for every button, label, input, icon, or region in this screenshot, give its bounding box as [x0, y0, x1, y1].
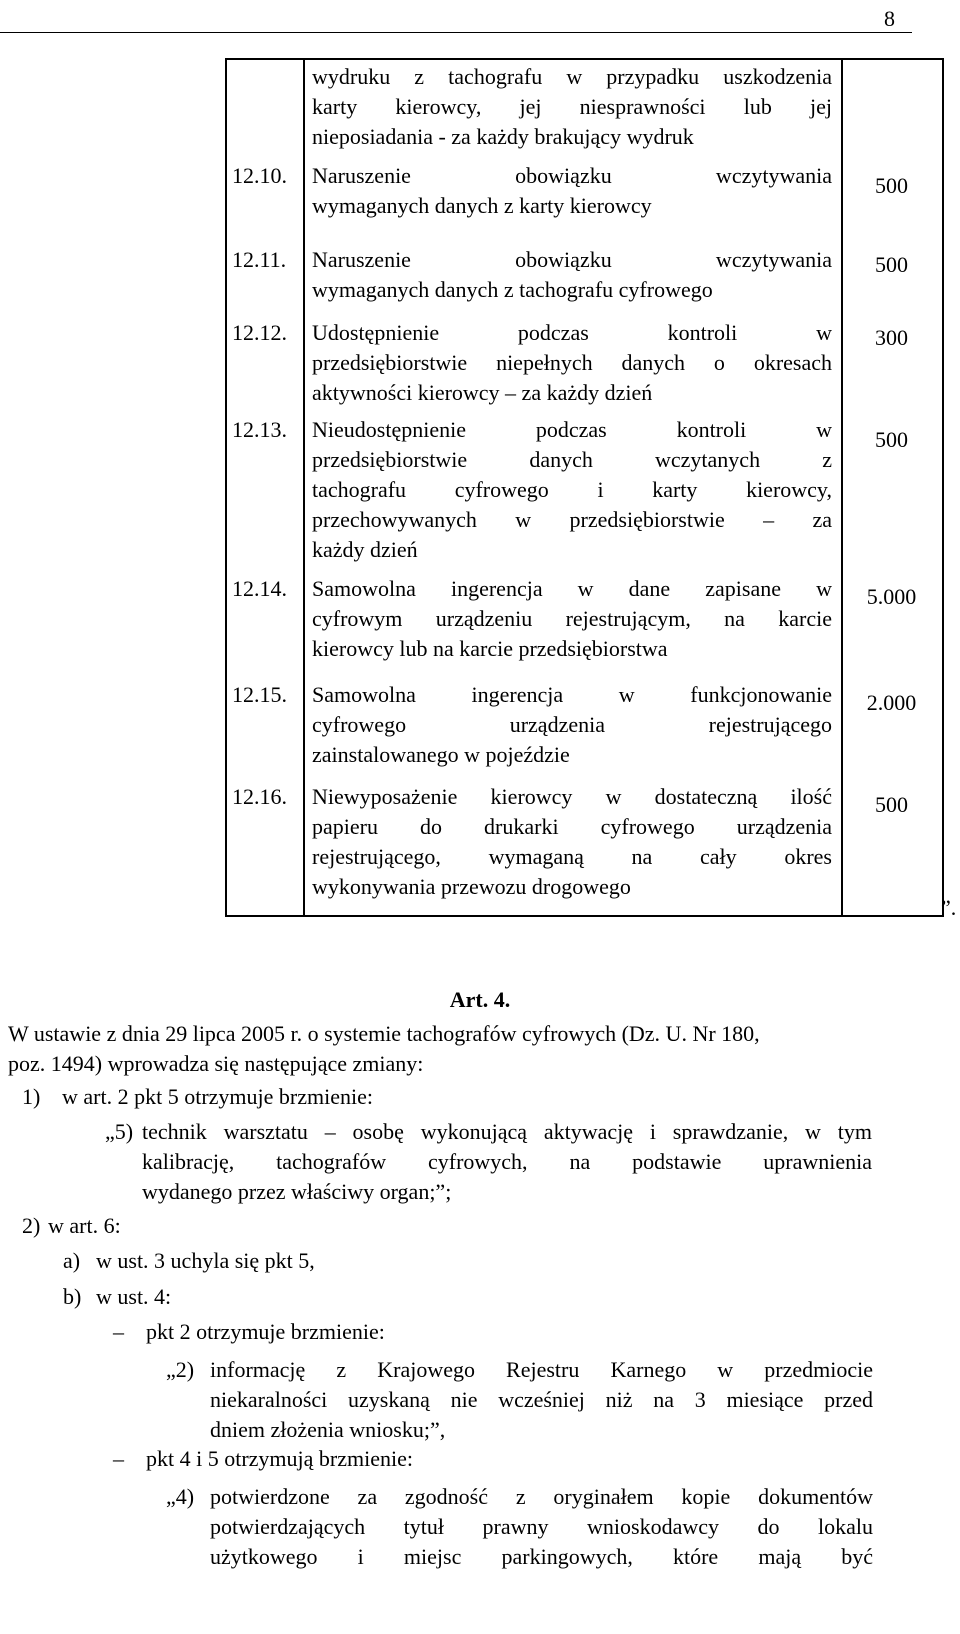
description-line: wykonywania przewozu drogowego	[312, 874, 631, 899]
quoted-line: użytkowego i miejsc parkingowych, które mają być	[210, 1544, 873, 1569]
quoted-line: potwierdzone za zgodność z oryginałem kopie dokumentów	[210, 1484, 873, 1509]
row-description	[312, 415, 832, 565]
row-amount: 500	[875, 792, 908, 817]
article-intro	[8, 1019, 908, 1079]
intro-line: poz. 1494) wprowadza się następujące zmiany:	[8, 1051, 424, 1076]
list-item-1	[22, 1082, 373, 1112]
description-line: kierowcy lub na karcie przedsiębiorstwa	[312, 636, 668, 661]
list-item-2a	[63, 1246, 315, 1276]
row-amount: 500	[875, 252, 908, 277]
row-description	[312, 161, 832, 221]
dash-text: pkt 4 i 5 otrzymują brzmienie:	[146, 1446, 413, 1471]
list-text: w art. 2 pkt 5 otrzymuje brzmienie:	[62, 1084, 373, 1109]
description-line: cyfrowym urządzeniu rejestrującym, na karcie	[312, 606, 832, 631]
description-line: rejestrującego, wymaganą na cały okres	[312, 844, 832, 869]
description-line: aktywności kierowcy – za każdy dzień	[312, 380, 653, 405]
dash-label: –	[113, 1446, 124, 1471]
quoted-point-2	[166, 1355, 873, 1445]
quoted-label: „4)	[166, 1484, 195, 1509]
list-text: w ust. 4:	[96, 1284, 172, 1309]
description-line: wymaganych danych z tachografu cyfrowego	[312, 277, 713, 302]
row-amount: 300	[875, 325, 908, 350]
page-number: 8	[884, 6, 895, 31]
row-description	[312, 782, 832, 902]
row-description	[312, 245, 832, 305]
description-line: cyfrowego urządzenia rejestrującego	[312, 712, 832, 737]
row-number: 12.10.	[232, 163, 287, 188]
row-number: 12.12.	[232, 320, 287, 345]
header-rule	[0, 32, 912, 33]
description-line: Udostępnienie podczas kontroli w	[312, 320, 832, 345]
row-number: 12.16.	[232, 784, 287, 809]
row-amount: 2.000	[866, 690, 917, 715]
quoted-line: technik warsztatu – osobę wykonującą aktywację i sprawdzanie, w tym	[142, 1119, 872, 1144]
row-number: 12.13.	[232, 417, 287, 442]
description-line: przechowywanych w przedsiębiorstwie – za	[312, 507, 832, 532]
description-line: Naruszenie obowiązku wczytywania	[312, 163, 832, 188]
row-number: 12.15.	[232, 682, 287, 707]
list-text: w ust. 3 uchyla się pkt 5,	[96, 1248, 315, 1273]
list-label: b)	[63, 1284, 82, 1309]
quoted-line: kalibrację, tachografów cyfrowych, na podstawie uprawnienia	[142, 1149, 872, 1174]
description-line: przedsiębiorstwie danych wczytanych z	[312, 447, 832, 472]
description-line: wymaganych danych z karty kierowcy	[312, 193, 652, 218]
row-number: 12.11.	[232, 247, 287, 272]
description-line: Nieudostępnienie podczas kontroli w	[312, 417, 832, 442]
description-line: Samowolna ingerencja w dane zapisane w	[312, 576, 832, 601]
row-description	[312, 574, 832, 664]
list-label: 2)	[22, 1213, 41, 1238]
quoted-point-4	[166, 1482, 873, 1572]
row-amount: 500	[875, 427, 908, 452]
dash-text: pkt 2 otrzymuje brzmienie:	[146, 1319, 385, 1344]
quoted-line: wydanego przez właściwy organ;”;	[142, 1179, 452, 1204]
intro-line: W ustawie z dnia 29 lipca 2005 r. o systemie tachografów cyfrowych (Dz. U. Nr 180,	[8, 1021, 760, 1046]
description-line: Naruszenie obowiązku wczytywania	[312, 247, 832, 272]
description-line: wydruku z tachografu w przypadku uszkodzenia	[312, 64, 832, 89]
quoted-point-5	[105, 1117, 872, 1207]
quoted-line: dniem złożenia wniosku;”,	[210, 1417, 446, 1442]
row-number: 12.14.	[232, 576, 287, 601]
dash-item-2	[113, 1444, 413, 1474]
row-description	[312, 62, 832, 152]
list-label: 1)	[22, 1084, 41, 1109]
dash-item-1	[113, 1317, 385, 1347]
description-line: Niewyposażenie kierowcy w dostateczną ilość	[312, 784, 832, 809]
closing-quote: ”.	[941, 895, 957, 920]
dash-label: –	[113, 1319, 124, 1344]
list-item-2	[22, 1211, 121, 1241]
description-line: zainstalowanego w pojeździe	[312, 742, 570, 767]
list-label: a)	[63, 1248, 81, 1273]
quoted-line: niekaralności uzyskaną nie wcześniej niż na 3 miesiące przed	[210, 1387, 873, 1412]
penalty-table	[225, 58, 944, 917]
quoted-label: „5)	[105, 1119, 134, 1144]
description-line: przedsiębiorstwie niepełnych danych o okresach	[312, 350, 832, 375]
row-description	[312, 318, 832, 408]
quoted-line: potwierdzających tytuł prawny wnioskodawcy do lokalu	[210, 1514, 873, 1539]
description-line: tachografu cyfrowego i karty kierowcy,	[312, 477, 832, 502]
row-description	[312, 680, 832, 770]
description-line: Samowolna ingerencja w funkcjonowanie	[312, 682, 832, 707]
row-amount: 500	[875, 173, 908, 198]
description-line: karty kierowcy, jej niesprawności lub jej	[312, 94, 832, 119]
article-heading: Art. 4.	[449, 987, 511, 1012]
list-item-2b	[63, 1282, 172, 1312]
description-line: każdy dzień	[312, 537, 418, 562]
quoted-label: „2)	[166, 1357, 195, 1382]
row-amount: 5.000	[866, 584, 917, 609]
quoted-line: informację z Krajowego Rejestru Karnego w przedmiocie	[210, 1357, 873, 1382]
list-text: w art. 6:	[48, 1213, 121, 1238]
description-line: nieposiadania - za każdy brakujący wydruk	[312, 124, 694, 149]
description-line: papieru do drukarki cyfrowego urządzenia	[312, 814, 832, 839]
